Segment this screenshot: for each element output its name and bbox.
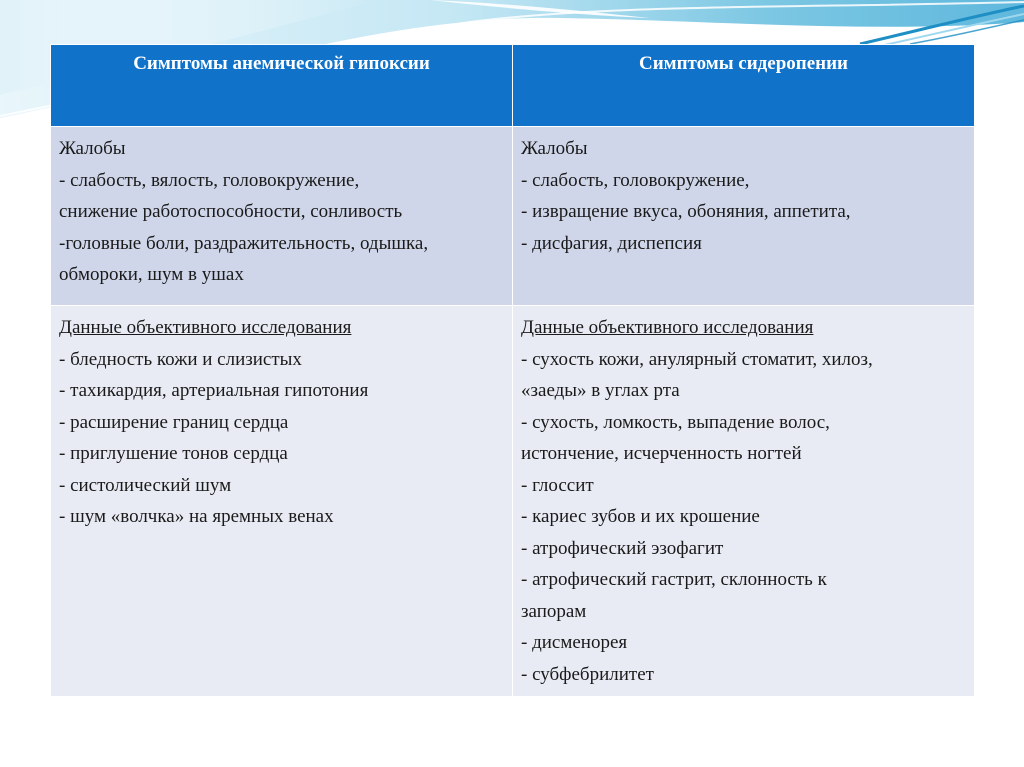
complaints-row — [51, 127, 975, 306]
symptoms-table-wrapper — [50, 44, 974, 697]
objective-right-line: - субфебрилитет — [521, 663, 654, 685]
complaints-right-line: - извращение вкуса, обоняния, аппетита, — [521, 201, 851, 222]
complaints-left-line: обмороки, шум в ушах — [59, 264, 244, 285]
complaints-left-title: Жалобы — [59, 138, 126, 159]
objective-right-line: «заеды» в углах рта — [521, 380, 680, 401]
objective-right-line: истончение, исчерченность ногтей — [521, 443, 802, 464]
objective-right-line: - атрофический гастрит, склонность к — [521, 569, 827, 590]
objective-left-line: - систолический шум — [59, 474, 232, 496]
complaints-left-line: снижение работоспособности, сонливость — [59, 201, 403, 222]
symptoms-table — [50, 44, 975, 697]
complaints-right-title: Жалобы — [521, 138, 588, 159]
complaints-right-line: - дисфагия, диспепсия — [521, 232, 702, 254]
objective-right-line: - атрофический эзофагит — [521, 537, 724, 559]
objective-right-cell — [513, 306, 975, 697]
objective-right-title: Данные объективного исследования — [521, 317, 814, 338]
complaints-left-line: - слабость, вялость, головокружение, — [59, 169, 360, 191]
objective-right-line: - кариес зубов и их крошение — [521, 506, 760, 527]
complaints-right-cell — [513, 127, 975, 306]
header-row — [51, 45, 975, 127]
header-anemic-hypoxia: Симптомы анемической гипоксии — [51, 45, 513, 127]
objective-row — [51, 306, 975, 697]
objective-left-line: - шум «волчка» на яремных венах — [59, 506, 334, 527]
complaints-left-cell — [51, 127, 513, 306]
complaints-left-line: -головные боли, раздражительность, одышка, — [59, 232, 429, 254]
objective-left-line: - расширение границ сердца — [59, 411, 289, 433]
complaints-right-line: - слабость, головокружение, — [521, 169, 750, 191]
objective-right-line: запорам — [521, 600, 587, 622]
objective-left-line: - бледность кожи и слизистых — [59, 348, 302, 370]
objective-left-line: - приглушение тонов сердца — [59, 443, 288, 464]
objective-left-cell — [51, 306, 513, 697]
objective-left-line: - тахикардия, артериальная гипотония — [59, 380, 369, 401]
objective-right-line: - сухость, ломкость, выпадение волос, — [521, 411, 830, 433]
objective-right-line: - глоссит — [521, 474, 594, 496]
objective-right-line: - дисменорея — [521, 632, 628, 653]
header-sideropenia: Симптомы сидеропении — [513, 45, 975, 127]
objective-left-title: Данные объективного исследования — [59, 317, 352, 338]
objective-right-line: - сухость кожи, анулярный стоматит, хилоз, — [521, 348, 873, 370]
